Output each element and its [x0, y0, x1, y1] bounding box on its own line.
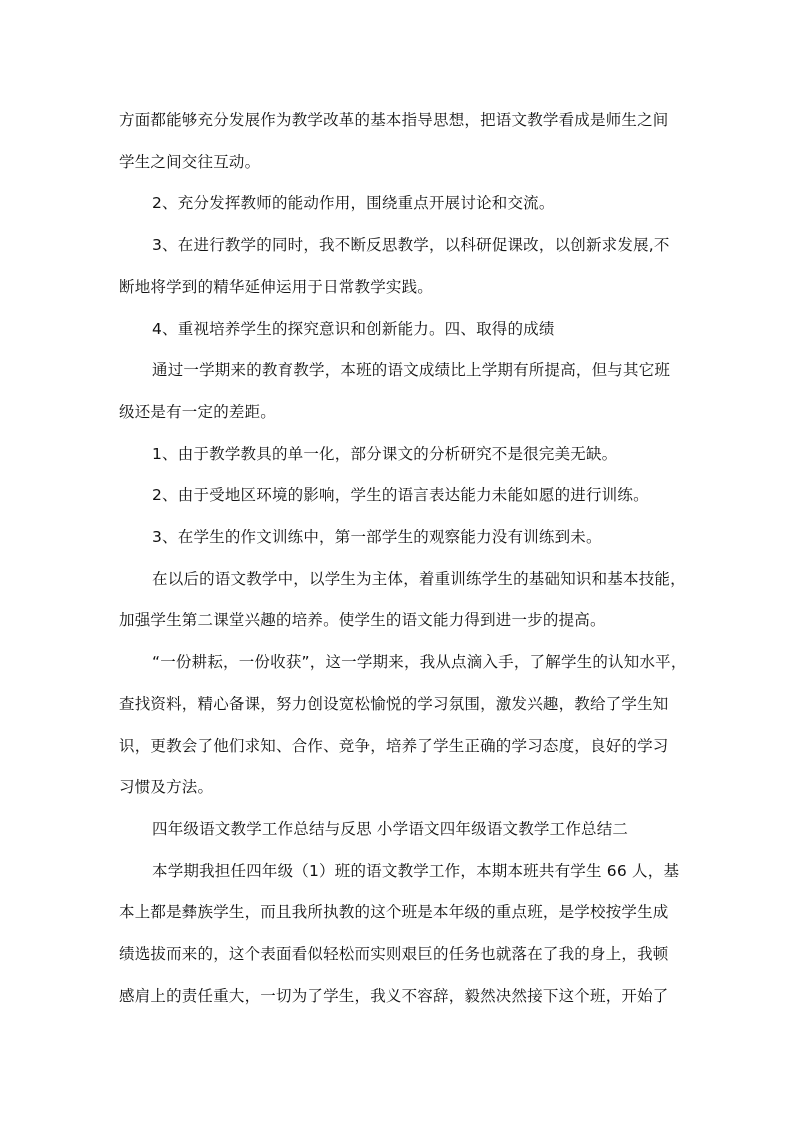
text-line-14: “一份耕耘，一份收获”，这一学期来，我从点滴入手，了解学生的认知水平，: [152, 653, 687, 672]
text-line-6: 4、重视培养学生的探究意识和创新能力。四、取得的成绩: [152, 319, 555, 338]
text-line-18: 四年级语文教学工作总结与反思 小学语文四年级语文教学工作总结二: [152, 819, 629, 838]
text-line-19: 本学期我担任四年级（1）班的语文教学工作，本期本班共有学生 66 人，基: [152, 861, 680, 880]
document-body: [119, 100, 687, 1017]
text-line-11: 3、在学生的作文训练中，第一部学生的观察能力没有训练到未。: [152, 528, 602, 547]
text-line-1: 方面都能够充分发展作为教学改革的基本指导思想，把语文教学看成是师生之间: [119, 111, 669, 129]
text-line-16: 识，更教会了他们求知、合作、竞争，培养了学生正确的学习态度，良好的学习: [119, 736, 669, 755]
text-line-9: 1、由于教学教具的单一化，部分课文的分析研究不是很完美无缺。: [152, 444, 618, 463]
text-line-4: 3、在进行教学的同时，我不断反思教学，以科研促课改，以创新求发展,不: [152, 236, 670, 255]
text-line-20: 本上都是彝族学生，而且我所执教的这个班是本年级的重点班，是学校按学生成: [119, 903, 669, 922]
text-line-15: 查找资料，精心备课，努力创设宽松愉悦的学习氛围，激发兴趣，教给了学生知: [119, 694, 669, 713]
text-line-5: 断地将学到的精华延伸运用于日常教学实践。: [119, 277, 434, 296]
text-line-17: 习惯及方法。: [119, 778, 214, 797]
text-line-13: 加强学生第二课堂兴趣的培养。使学生的语文能力得到进一步的提高。: [119, 611, 606, 630]
text-line-10: 2、由于受地区环境的影响，学生的语言表达能力未能如愿的进行训练。: [152, 486, 649, 505]
text-line-3: 2、充分发挥教师的能动作用，围绕重点开展讨论和交流。: [152, 194, 555, 213]
text-line-8: 级还是有一定的差距。: [119, 402, 277, 421]
text-line-12: 在以后的语文教学中，以学生为主体，着重训练学生的基础知识和基本技能，: [152, 569, 686, 588]
text-line-2: 学生之间交往互动。: [119, 152, 261, 171]
text-line-21: 绩选拔而来的，这个表面看似轻松而实则艰巨的任务也就落在了我的身上，我顿: [119, 945, 669, 964]
text-line-7: 通过一学期来的教育教学，本班的语文成绩比上学期有所提高，但与其它班: [152, 361, 671, 380]
text-line-22: 感肩上的责任重大，一切为了学生，我义不容辞，毅然决然接下这个班，开始了: [119, 986, 669, 1005]
